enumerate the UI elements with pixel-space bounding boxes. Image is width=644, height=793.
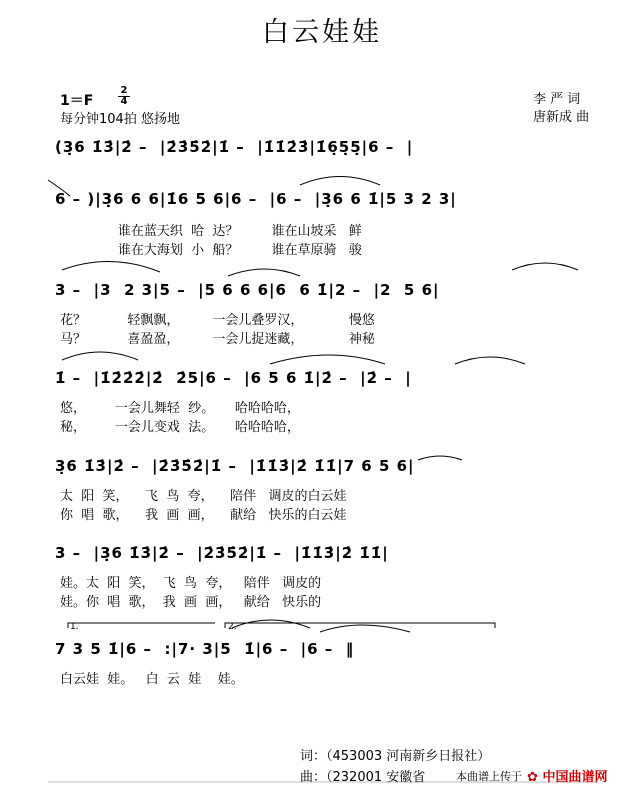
lyric-verse-1: 悠， 一会儿舞轻 纱。 哈哈哈哈，: [60, 401, 300, 416]
site-logo-icon: ✿: [527, 770, 538, 785]
key-signature: 1＝F: [60, 93, 94, 109]
lyric-verse-2: 你 唱 歌， 我 画 画， 献给 快乐的白云娃: [60, 508, 347, 523]
volta-second-label: 2.: [228, 622, 237, 632]
score-title: 白云娃娃: [262, 17, 382, 48]
composer-credit: 唐新成 曲: [533, 110, 590, 125]
upload-note: 本曲谱上传于: [456, 770, 522, 783]
notation-line: 3̣6 1̇3̇|2̇ – |2̇3̇5̇2̇|1̇ – |1̇1̇3̇|2̇ 1̇1̇|7 6 5 6|: [55, 457, 415, 475]
lyric-verse-1: 谁在蓝天织 哈 达？ 谁在山坡采 鲜: [60, 224, 362, 239]
notation-line: 3 – |3̣6 1̇3̇|2̇ – |2̇3̇5̇2̇|1̇ – |1̇1̇3̇|2̇ 1̇1̇|: [55, 544, 389, 562]
notation-line: 6 – )|3̣6 6 6|1̇6 5 6|6 – |6 – |3̣6 6 1̇|5 3 2 3|: [55, 190, 457, 208]
footer-composer-address: 曲：（232001 安徽省: [300, 770, 426, 785]
time-signature: 2 4: [118, 86, 130, 107]
volta-first-label: 1.: [70, 622, 79, 632]
lyric-verse-1: 花？ 轻飘飘， 一会儿叠罗汉， 慢悠: [60, 313, 375, 328]
notation-line: 7 3 5 1̇|6 – :|7· 3|5 1̇|6 – |6 – ‖: [55, 640, 355, 658]
lyric-verse-2: 娃。你 唱 歌， 我 画 画， 献给 快乐的: [60, 595, 322, 610]
footer-lyricist-address: 词：（453003 河南新乡日报社）: [300, 749, 491, 764]
lyric-verse-2: 马？ 喜盈盈， 一会儿捉迷藏， 神秘: [60, 332, 375, 347]
lyric-verse-1: 白云娃 娃。 白 云 娃 娃。: [60, 672, 244, 687]
tempo-marking: 每分钟104拍 悠扬地: [60, 112, 180, 127]
notation-line: (3̣6 1̇3̇|2̇ – |2̇3̇5̇2̇|1̇ – |1̇1̇2̇3̇|1̇6̣5̣5̣|6 – |: [55, 138, 414, 156]
lyric-verse-2: 谁在大海划 小 船？ 谁在草原骑 骏: [60, 243, 362, 258]
notation-line: 1̇ – |1̇2̇2̇2̇|2̇ 2̇5|6 – |6 5 6 1̇|2̇ – |2̇ – |: [55, 369, 412, 387]
notation-line: 3 – |3 2 3|5 – |5 6 6 6|6 6 1̇|2 – |2 5 6|: [55, 281, 440, 299]
lyric-verse-1: 太 阳 笑， 飞 鸟 夸， 陪伴 调皮的白云娃: [60, 489, 347, 504]
lyric-verse-1: 娃。太 阳 笑， 飞 鸟 夸， 陪伴 调皮的: [60, 576, 322, 591]
site-logo[interactable]: ✿ 中国曲谱网: [527, 770, 608, 785]
lyricist-credit: 李 严 词: [533, 92, 581, 107]
lyric-verse-2: 秘， 一会儿变戏 法。 哈哈哈哈，: [60, 420, 300, 435]
